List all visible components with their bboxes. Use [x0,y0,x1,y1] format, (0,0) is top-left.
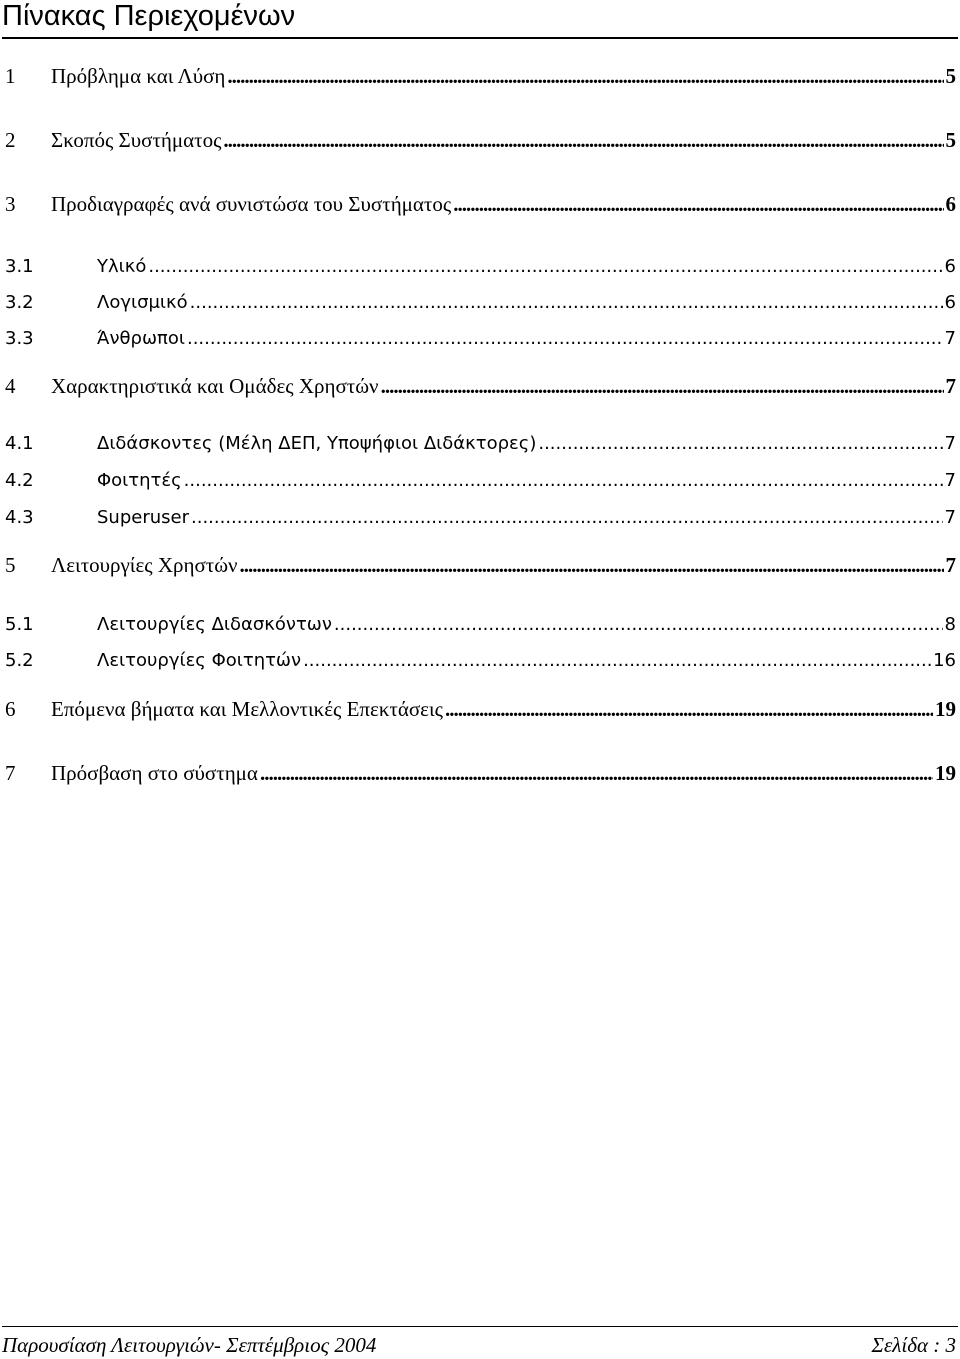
toc-entry-page: 7 [945,553,956,577]
toc-entry-label: Επόμενα βήματα και Μελλοντικές Επεκτάσεις [51,697,443,721]
toc-entry-label: Λειτουργίες Χρηστών [51,553,238,577]
toc-entry-page: 19 [935,697,956,721]
toc-entry-label: Λειτουργίες Διδασκόντων [97,614,332,635]
toc-entry-number: 3.1 [5,256,34,277]
toc-entry-page: 5 [945,128,956,152]
toc-entry-4-2[interactable] [5,470,956,500]
toc-entry-number: 5.2 [5,650,34,671]
toc-entry-number: 2 [5,128,16,152]
toc-entry-5-1[interactable] [5,614,956,644]
toc-entry-label: Superuser [97,507,189,528]
toc-dot-leader [184,470,943,491]
toc-entry-number: 4 [5,374,16,398]
toc-entry-label: Λογισμικό [97,292,188,313]
footer-document-info: Παρουσίαση Λειτουργιών- Σεπτέμβριος 2004 [2,1333,377,1357]
toc-entry-label: Πρόβλημα και Λύση [51,64,226,88]
toc-entry-4-3[interactable] [5,507,956,537]
toc-entry-number: 7 [5,761,16,785]
toc-dot-leader [240,553,944,578]
toc-entry-page: 5 [945,64,956,88]
toc-entry-label: Χαρακτηριστικά και Ομάδες Χρηστών [51,374,379,398]
toc-entry-2[interactable] [5,128,956,158]
toc-dot-leader [223,128,943,153]
toc-dot-leader [260,761,933,786]
toc-entry-label: Άνθρωποι [97,328,185,349]
toc-dot-leader [190,292,943,313]
toc-entry-page: 7 [945,374,956,398]
page-title: Πίνακας Περιεχομένων [2,0,296,32]
toc-entry-3-1[interactable] [5,256,956,286]
toc-dot-leader [148,256,942,277]
toc-entry-number: 1 [5,64,16,88]
toc-entry-number: 6 [5,697,16,721]
toc-entry-label: Διδάσκοντες (Μέλη ΔΕΠ, Υποψήφιοι Διδάκτορες) [97,433,537,454]
toc-entry-4-1[interactable] [5,433,956,463]
title-underline [2,37,958,39]
toc-entry-3[interactable] [5,192,956,222]
toc-dot-leader [453,192,943,217]
toc-entry-5[interactable] [5,553,956,583]
toc-entry-number: 3.3 [5,328,34,349]
toc-entry-7[interactable] [5,761,956,791]
toc-entry-page: 7 [944,328,956,349]
toc-entry-label: Λειτουργίες Φοιτητών [97,650,302,671]
toc-dot-leader [303,650,931,671]
footer-page-number: Σελίδα : 3 [871,1333,956,1357]
footer-divider [2,1326,958,1327]
toc-entry-number: 5 [5,553,16,577]
toc-entry-number: 4.3 [5,507,34,528]
toc-entry-label: Υλικό [97,256,147,277]
toc-entry-page: 7 [944,470,956,491]
toc-entry-3-2[interactable] [5,292,956,322]
toc-dot-leader [191,507,943,528]
toc-entry-5-2[interactable] [5,650,956,680]
toc-entry-page: 19 [935,761,956,785]
toc-entry-number: 4.1 [5,433,34,454]
toc-entry-label: Προδιαγραφές ανά συνιστώσα του Συστήματος [51,192,452,216]
toc-entry-label: Σκοπός Συστήματος [51,128,222,152]
toc-entry-label: Φοιτητές [97,470,182,491]
toc-entry-page: 16 [933,650,956,671]
toc-dot-leader [445,697,933,722]
toc-dot-leader [227,64,943,89]
toc-entry-number: 5.1 [5,614,34,635]
toc-entry-page: 8 [944,614,956,635]
toc-dot-leader [334,614,943,635]
toc-entry-page: 6 [944,256,956,277]
toc-entry-number: 3.2 [5,292,34,313]
toc-entry-1[interactable] [5,64,956,94]
toc-dot-leader [381,374,944,399]
toc-entry-page: 7 [944,507,956,528]
toc-entry-number: 4.2 [5,470,34,491]
toc-dot-leader [538,433,942,454]
toc-entry-page: 6 [944,292,956,313]
toc-entry-3-3[interactable] [5,328,956,358]
toc-entry-6[interactable] [5,697,956,727]
toc-entry-number: 3 [5,192,16,216]
toc-entry-page: 7 [944,433,956,454]
toc-entry-page: 6 [945,192,956,216]
toc-entry-4[interactable] [5,374,956,404]
toc-dot-leader [187,328,943,349]
toc-entry-label: Πρόσβαση στο σύστημα [51,761,258,785]
